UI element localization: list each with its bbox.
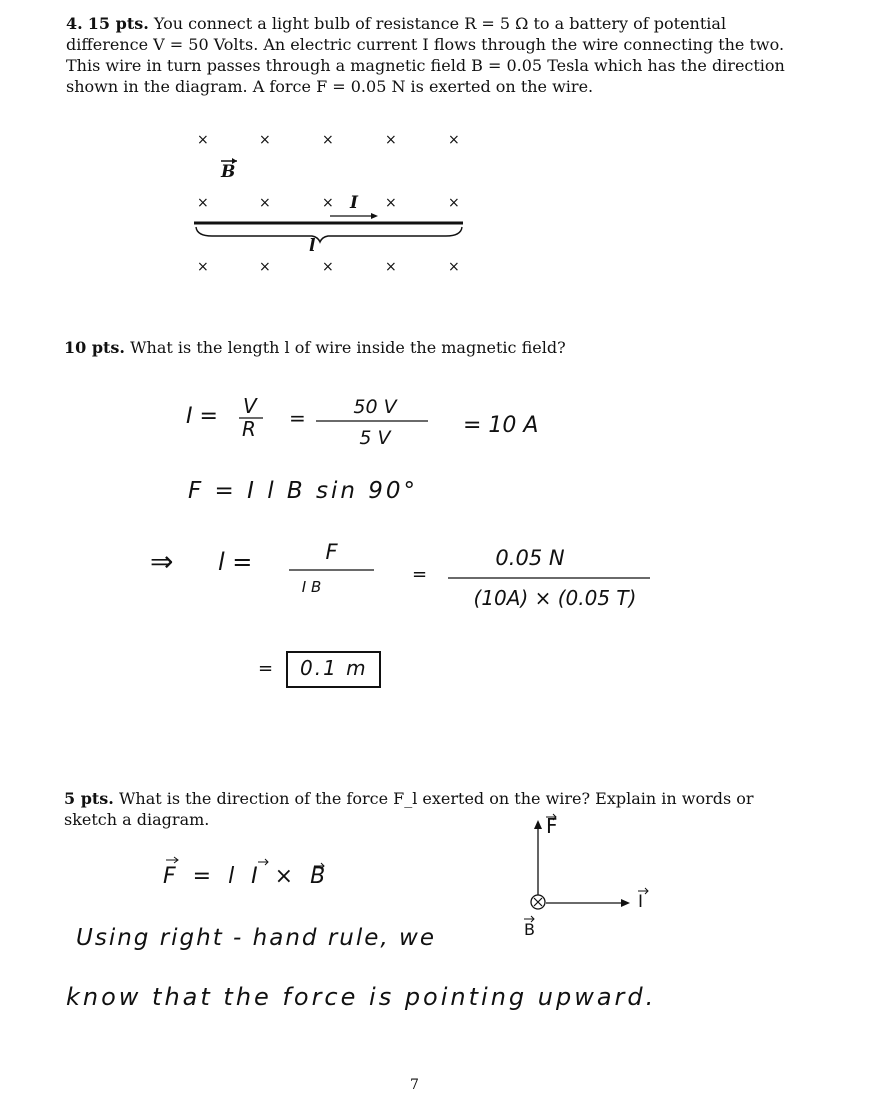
- field-into-page-mark: ×: [448, 132, 460, 148]
- field-into-page-mark: ×: [385, 132, 397, 148]
- statement-line: This wire in turn passes through a magnetic field B = 0.05 Tesla which has the direction: [66, 56, 785, 75]
- force-equation: F = I l B sin 90°: [188, 478, 419, 504]
- field-into-page-mark: ×: [385, 259, 397, 275]
- part-a-question-text: What is the length l of wire inside the magnetic field?: [130, 338, 566, 357]
- field-axis-label: B: [524, 920, 535, 939]
- field-into-page-mark: ×: [197, 132, 209, 148]
- cross-product-equation: F = l I × B: [163, 864, 331, 889]
- field-into-page-mark: ×: [259, 259, 271, 275]
- problem-number: 4.: [66, 14, 83, 33]
- part-a-points: 10 pts.: [64, 338, 125, 357]
- statement-line: You connect a light bulb of resistance R = 5 Ω to a battery of potential: [153, 14, 727, 33]
- statement-line: shown in the diagram. A force F = 0.05 N is exerted on the wire.: [66, 77, 594, 96]
- equals-sign: =: [412, 564, 428, 585]
- force-label: F: [546, 814, 558, 838]
- resistance-symbol: R: [242, 417, 256, 441]
- field-into-page-mark: ×: [385, 195, 397, 211]
- explanation-line: Using right - hand rule, we: [76, 925, 436, 951]
- field-into-page-mark: ×: [197, 259, 209, 275]
- field-into-page-mark: ×: [322, 195, 334, 211]
- current-axis-label: I: [638, 892, 644, 912]
- part-b-question: [64, 788, 784, 830]
- current-arrow: [330, 213, 378, 219]
- implies-arrow: ⇒: [150, 545, 174, 578]
- force-symbol: F: [325, 540, 338, 564]
- part-a-question: [64, 337, 784, 358]
- length-lhs: l =: [218, 548, 253, 576]
- length-answer: 0.1 m: [300, 656, 368, 680]
- field-into-page-mark: ×: [259, 132, 271, 148]
- part-b-question-text: What is the direction of the force F_l exerted on the wire? Explain in words or: [118, 789, 754, 808]
- force-direction-sketch: [524, 814, 648, 922]
- length-brace: [196, 227, 462, 242]
- equals-sign: =: [258, 658, 274, 679]
- field-into-page-mark: ×: [448, 259, 460, 275]
- force-value: 0.05 N: [495, 546, 565, 570]
- voltage-symbol: V: [243, 394, 257, 418]
- field-into-page-mark: ×: [197, 195, 209, 211]
- field-label: B: [221, 162, 236, 182]
- current-result: = 10 A: [463, 413, 539, 438]
- page-number: 7: [410, 1077, 419, 1093]
- field-into-page-mark: ×: [322, 132, 334, 148]
- part-b-line-1: [64, 788, 784, 809]
- current-label: I: [350, 193, 358, 213]
- part-b-points: 5 pts.: [64, 789, 114, 808]
- answer-box: [286, 651, 381, 688]
- problem-points: 15 pts.: [87, 14, 149, 33]
- field-into-page-mark: ×: [259, 195, 271, 211]
- explanation-line: know that the force is pointing upward.: [66, 983, 657, 1011]
- field-into-page-mark: ×: [448, 195, 460, 211]
- equals-sign: =: [289, 406, 306, 430]
- voltage-value: 50 V: [353, 396, 397, 418]
- current-field-product: I B: [301, 578, 322, 596]
- field-vector-arrow: [221, 158, 237, 164]
- resistance-value: 5 V: [359, 427, 391, 449]
- current-field-values: (10A) × (0.05 T): [473, 586, 637, 610]
- current-lhs: I =: [186, 404, 218, 429]
- length-label: l: [309, 236, 316, 256]
- statement-line: difference V = 50 Volts. An electric current I flows through the wire connecting the two.: [66, 35, 785, 54]
- part-b-question-text: sketch a diagram.: [64, 810, 210, 829]
- field-into-page-mark: ×: [322, 259, 334, 275]
